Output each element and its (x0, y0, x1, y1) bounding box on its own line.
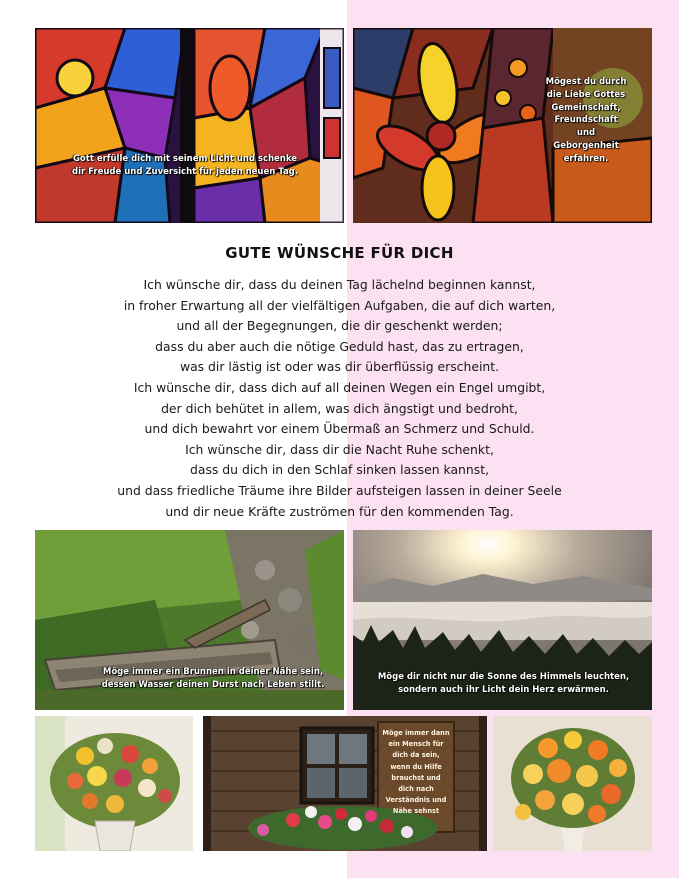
caption-line: die Liebe Gottes (546, 89, 626, 100)
flower-bouquet-photo-left (35, 716, 193, 851)
stained-glass-art-left (35, 28, 344, 223)
window-sign-caption (378, 728, 454, 818)
poem-line: Ich wünsche dir, dass dir die Nacht Ruhe schenkt, (185, 441, 494, 457)
caption-line: wenn du Hilfe (390, 762, 442, 771)
stained-glass-left-caption (55, 153, 315, 179)
poem-line: in froher Erwartung all der vielfältigen Aufgaben, die auf dich warten, (123, 297, 556, 313)
poem-line: und dich bewahrt vor einem Übermaß an Schmerz und Schuld. (144, 421, 535, 437)
poem-text (0, 275, 679, 522)
fountain-caption (83, 666, 343, 692)
stained-glass-photo-left (35, 28, 344, 223)
poem-line: dass du aber auch die nötige Geduld hast, das zu ertragen, (155, 338, 524, 354)
caption-line: Gemeinschaft, (551, 102, 621, 113)
flower-bouquet-art-right (493, 716, 652, 851)
caption-line: dessen Wasser deinen Durst nach Leben stillt. (101, 680, 325, 690)
poem-line: der dich behütet in allem, was dich ängstigt und bedroht, (161, 400, 518, 416)
caption-line: Möge dir nicht nur die Sonne des Himmels leuchten, (377, 672, 630, 682)
poem-line: Ich wünsche dir, dass du deinen Tag lächelnd beginnen kannst, (143, 277, 536, 292)
caption-line: Mögest du durch (545, 77, 627, 87)
caption-line: Nähe sehnst (392, 807, 440, 816)
poem-line: und dass friedliche Träume ihre Bilder aufsteigen lassen in deiner Seele (117, 482, 562, 498)
caption-line: brauchst und (391, 773, 441, 782)
caption-line: Möge immer dann (382, 729, 450, 737)
poem-line: Ich wünsche dir, dass dich auf all deinen Wegen ein Engel umgibt, (133, 379, 546, 395)
window-flowers-photo (203, 716, 487, 851)
caption-line: und (576, 128, 596, 139)
sunrise-photo (353, 530, 652, 710)
caption-line: erfahren. (563, 153, 609, 164)
caption-line: Gott erfülle dich mit seinem Licht und schenke (72, 154, 298, 164)
flower-bouquet-photo-right (493, 716, 652, 851)
caption-line: sondern auch ihr Licht dein Herz erwärmen. (398, 685, 609, 695)
fountain-photo (35, 530, 344, 710)
sunrise-caption (361, 671, 646, 697)
flower-bouquet-art-left (35, 716, 193, 851)
caption-line: ein Mensch für (388, 740, 444, 749)
poem-line: und all der Begegnungen, die dir geschenkt werden; (176, 318, 503, 334)
caption-line: Geborgenheit (553, 140, 619, 151)
caption-line: Möge immer ein Brunnen in deiner Nähe sein, (102, 667, 324, 677)
page-title: GUTE WÜNSCHE FÜR DICH (225, 244, 454, 262)
stained-glass-photo-right (353, 28, 652, 223)
poem-line: was dir lästig ist oder was dir überflüssig erscheint. (179, 359, 500, 375)
caption-line: Freundschaft (554, 115, 618, 126)
poem-line: und dir neue Kräfte zuströmen für den kommenden Tag. (165, 503, 514, 519)
caption-line: dir Freude und Zuversicht für jeden neuen Tag. (71, 167, 298, 177)
caption-line: dich da sein, (392, 751, 440, 760)
caption-line: Verständnis und (385, 796, 447, 805)
poem-line: dass du dich in den Schlaf sinken lassen kannst, (189, 462, 490, 478)
caption-line: dich nach (398, 785, 434, 794)
stained-glass-right-caption (521, 76, 651, 166)
